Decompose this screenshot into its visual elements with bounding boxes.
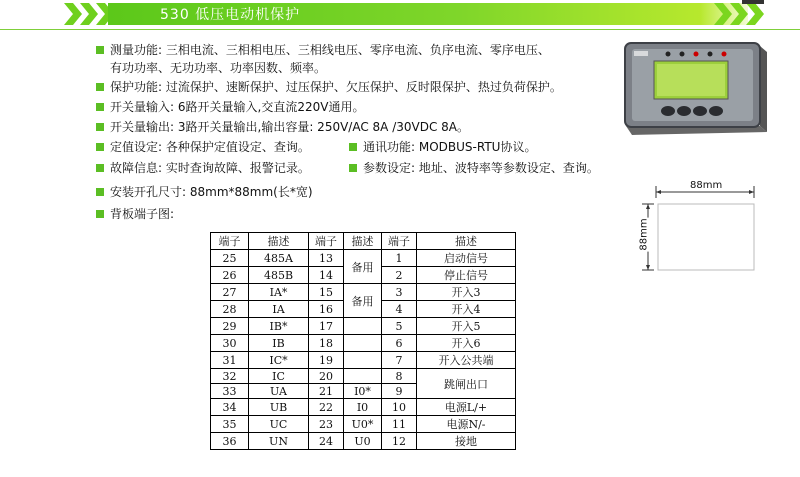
terminal-desc: 开入4: [417, 301, 516, 318]
terminal-desc: 开入公共端: [417, 352, 516, 369]
terminal-desc: 备用: [344, 250, 382, 284]
terminal-number: 3: [382, 284, 417, 301]
terminal-number: 9: [382, 384, 417, 399]
terminal-desc: 开入5: [417, 318, 516, 335]
terminal-number: 5: [382, 318, 417, 335]
terminal-desc: IB*: [249, 318, 309, 335]
column-header: 端子: [382, 233, 417, 250]
terminal-desc: 开入6: [417, 335, 516, 352]
terminal-desc: 备用: [344, 284, 382, 318]
terminal-number: 25: [211, 250, 249, 267]
bullet-icon: [349, 164, 357, 172]
terminal-number: 36: [211, 433, 249, 450]
terminal-number: 16: [309, 301, 344, 318]
terminal-desc: IB: [249, 335, 309, 352]
terminal-desc: 485B: [249, 267, 309, 284]
table-row: [211, 250, 516, 267]
terminal-desc: IC: [249, 369, 309, 384]
terminal-number: 27: [211, 284, 249, 301]
terminal-number: 23: [309, 416, 344, 433]
bullet-icon: [96, 83, 104, 91]
terminal-desc-empty: [344, 352, 382, 369]
terminal-desc: IA*: [249, 284, 309, 301]
bullet-icon: [349, 143, 357, 151]
page-title: 530 低压电动机保护: [160, 7, 301, 23]
terminal-number: 11: [382, 416, 417, 433]
terminal-number: 33: [211, 384, 249, 399]
spec-digital-input: 开关量输入: 6路开关量输入,交直流220V通用。: [96, 99, 364, 115]
terminal-desc: UB: [249, 399, 309, 416]
spec-fault: 故障信息: 实时查询故障、报警记录。: [96, 160, 310, 176]
terminal-number: 6: [382, 335, 417, 352]
terminal-number: 28: [211, 301, 249, 318]
terminal-number: 31: [211, 352, 249, 369]
corner-mark: [742, 0, 764, 4]
terminal-desc: 跳闸出口: [417, 369, 516, 399]
terminal-desc-empty: [344, 369, 382, 384]
column-header: 描述: [417, 233, 516, 250]
column-header: 描述: [344, 233, 382, 250]
cutout-diagram: [640, 182, 765, 272]
table-row: [211, 284, 516, 301]
table-row: [211, 369, 516, 384]
cutout-height-label: 88mm: [638, 218, 650, 251]
bullet-icon: [96, 123, 104, 131]
terminal-number: 32: [211, 369, 249, 384]
device-image: [622, 40, 767, 135]
bullet-icon: [96, 46, 104, 54]
chevron-right-icon: [744, 3, 766, 25]
spec-terminal: 背板端子图:: [96, 206, 174, 222]
terminal-number: 18: [309, 335, 344, 352]
table-row: [211, 318, 516, 335]
terminal-desc: I0*: [344, 384, 382, 399]
table-row: [211, 335, 516, 352]
column-header: 描述: [249, 233, 309, 250]
cutout-drawing: [640, 182, 765, 272]
terminal-desc: IC*: [249, 352, 309, 369]
terminal-desc: I0: [344, 399, 382, 416]
terminal-number: 20: [309, 369, 344, 384]
terminal-number: 17: [309, 318, 344, 335]
terminal-number: 10: [382, 399, 417, 416]
table-row: [211, 399, 516, 416]
terminal-number: 7: [382, 352, 417, 369]
spec-digital-output: 开关量输出: 3路开关量输出,输出容量: 250V/AC 8A /30VDC 8A。: [96, 119, 469, 135]
terminal-desc: 接地: [417, 433, 516, 450]
terminal-desc: U0: [344, 433, 382, 450]
terminal-desc: 停止信号: [417, 267, 516, 284]
terminal-number: 26: [211, 267, 249, 284]
spec-setting: 定值设定: 各种保护定值设定、查询。: [96, 139, 310, 155]
terminal-number: 15: [309, 284, 344, 301]
terminal-desc: 电源N/-: [417, 416, 516, 433]
table-row: [211, 433, 516, 450]
terminal-desc: 电源L/+: [417, 399, 516, 416]
terminal-number: 8: [382, 369, 417, 384]
terminal-number: 22: [309, 399, 344, 416]
column-header: 端子: [309, 233, 344, 250]
terminal-number: 1: [382, 250, 417, 267]
terminal-table: [210, 232, 516, 450]
divider: [0, 29, 800, 30]
terminal-desc: 启动信号: [417, 250, 516, 267]
bullet-icon: [96, 103, 104, 111]
cutout-width-label: 88mm: [690, 180, 723, 191]
bullet-icon: [96, 210, 104, 218]
terminal-number: 35: [211, 416, 249, 433]
terminal-desc: UN: [249, 433, 309, 450]
terminal-number: 24: [309, 433, 344, 450]
terminal-desc-empty: [344, 318, 382, 335]
table-row: [211, 416, 516, 433]
spec-measure-cont: 有功功率、无功功率、功率因数、频率。: [110, 61, 327, 75]
table-header-row: [211, 233, 516, 250]
spec-cutout: 安装开孔尺寸: 88mm*88mm(长*宽): [96, 184, 313, 200]
spec-protection: 保护功能: 过流保护、速断保护、过压保护、欠压保护、反时限保护、热过负荷保护。: [96, 79, 562, 95]
terminal-desc-empty: [344, 335, 382, 352]
terminal-number: 30: [211, 335, 249, 352]
spec-measure: 测量功能: 三相电流、三相相电压、三相线电压、零序电流、负序电流、零序电压、: [96, 42, 550, 58]
terminal-number: 2: [382, 267, 417, 284]
terminal-number: 34: [211, 399, 249, 416]
bullet-icon: [96, 164, 104, 172]
terminal-number: 13: [309, 250, 344, 267]
terminal-desc: U0*: [344, 416, 382, 433]
terminal-desc: UA: [249, 384, 309, 399]
terminal-number: 21: [309, 384, 344, 399]
terminal-number: 12: [382, 433, 417, 450]
bullet-icon: [96, 143, 104, 151]
terminal-desc: 485A: [249, 250, 309, 267]
terminal-number: 19: [309, 352, 344, 369]
column-header: 端子: [211, 233, 249, 250]
terminal-desc: UC: [249, 416, 309, 433]
terminal-number: 4: [382, 301, 417, 318]
spec-comm: 通讯功能: MODBUS-RTU协议。: [349, 139, 536, 155]
terminal-desc: IA: [249, 301, 309, 318]
terminal-number: 29: [211, 318, 249, 335]
terminal-desc: 开入3: [417, 284, 516, 301]
table-row: [211, 352, 516, 369]
terminal-number: 14: [309, 267, 344, 284]
spec-param: 参数设定: 地址、波特率等参数设定、查询。: [349, 160, 599, 176]
bullet-icon: [96, 188, 104, 196]
